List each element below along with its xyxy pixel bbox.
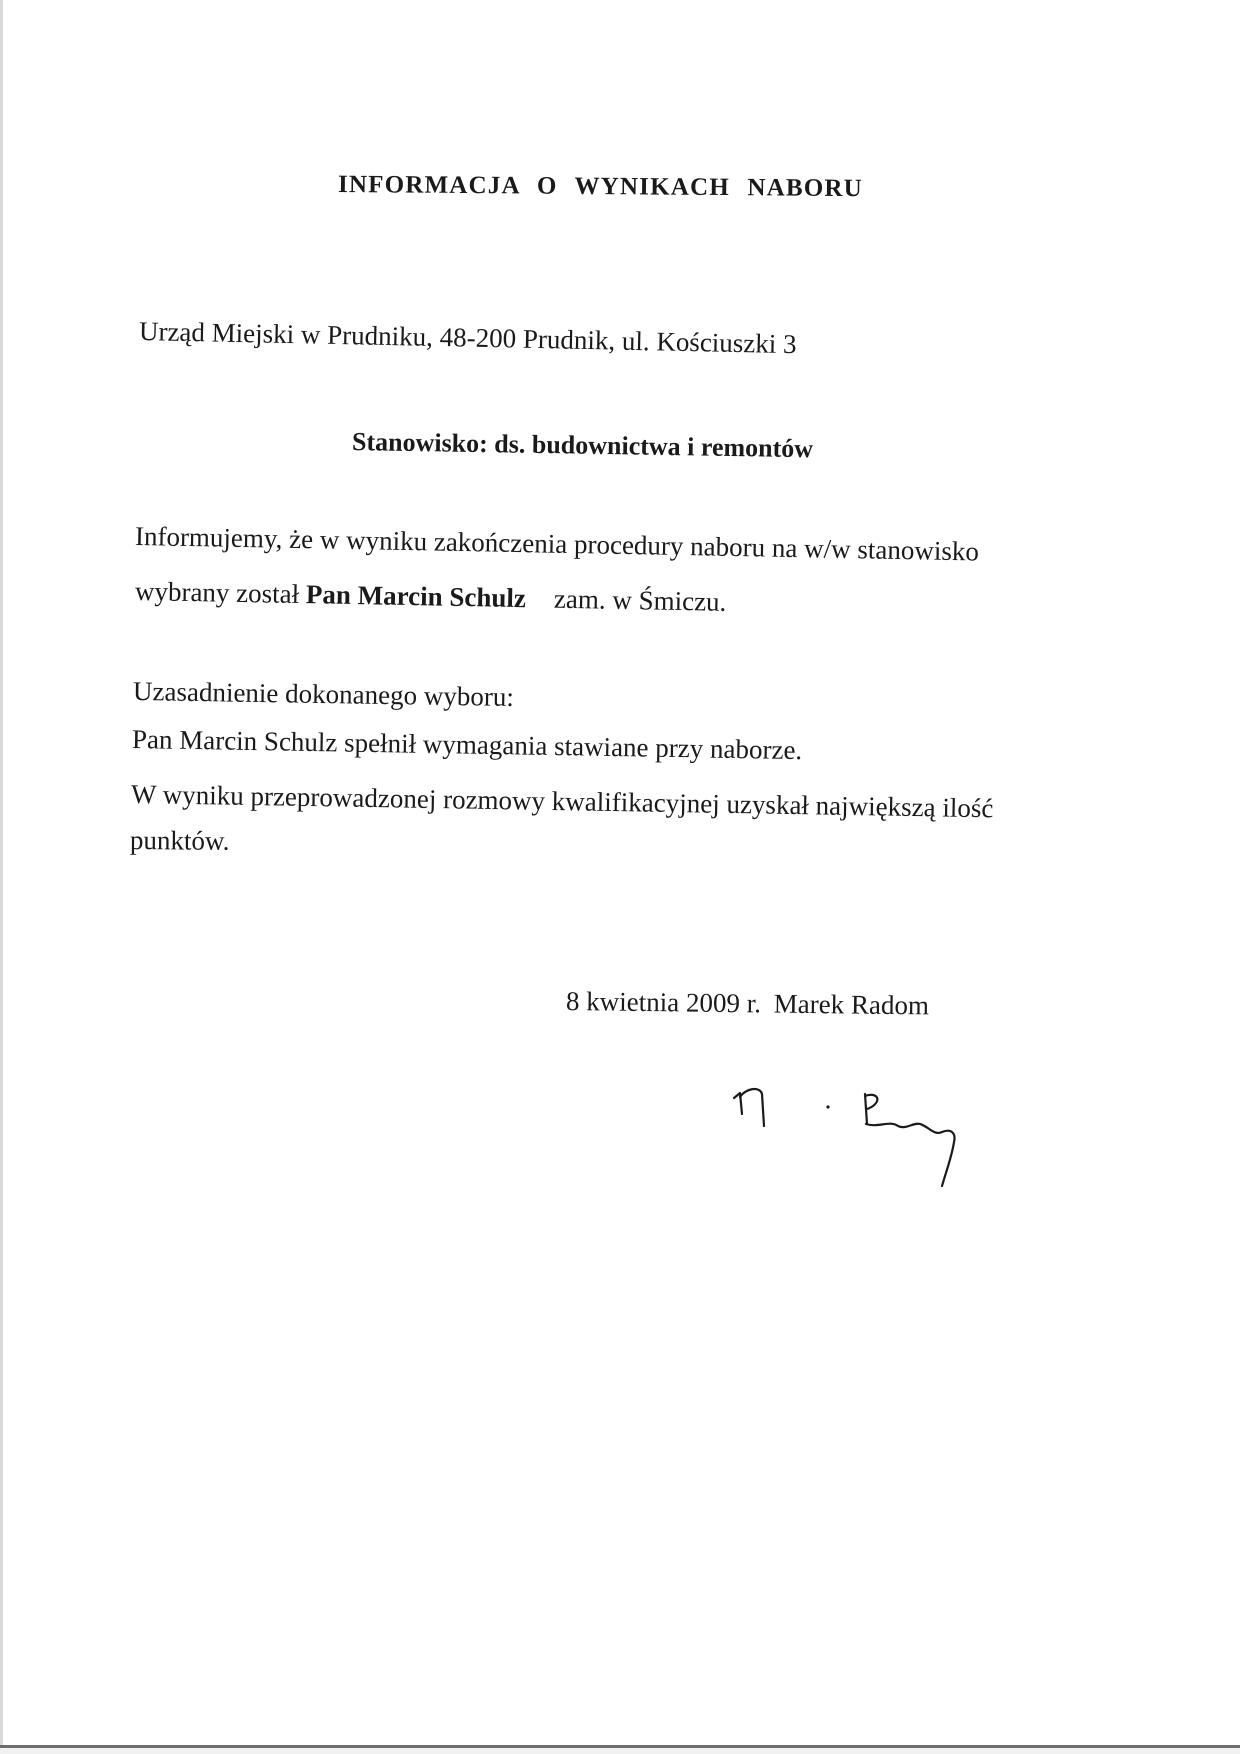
justification-line-1: Pan Marcin Schulz spełnił wymagania stawiane przy naborze. [131,724,803,766]
announcement-line-2-prefix: wybrany został [134,576,300,610]
date-and-signatory [566,988,929,1019]
justification-line-2: W wyniku przeprowadzonej rozmowy kwalifikacyjnej uzyskał największą ilość [130,779,994,824]
document-title: INFORMACJA O WYNIKACH NABORU [337,171,864,203]
handwritten-signature [720,1080,980,1220]
document-date: 8 kwietnia 2009 r. [565,986,762,1019]
justification-line-3: punktów. [129,825,230,856]
signatory-name: Marek Radom [773,988,930,1021]
announcement-line-2-suffix: zam. w Śmiczu. [553,583,727,617]
scan-bottom-margin [0,1748,1240,1754]
announcement-line-1: Informujemy, że w wyniku zakończenia procedury naboru na w/w stanowisko [134,521,980,567]
selected-person-name: Pan Marcin Schulz [305,579,527,614]
announcement-line-2 [135,578,727,616]
position-heading: Stanowisko: ds. budownictwa i remontów [351,427,814,464]
justification-heading: Uzasadnienie dokonanego wyboru: [132,676,515,712]
office-address: Urząd Miejski w Prudniku, 48-200 Prudnik, ul. Kościuszki 3 [138,316,797,360]
scan-left-edge [0,0,3,1754]
